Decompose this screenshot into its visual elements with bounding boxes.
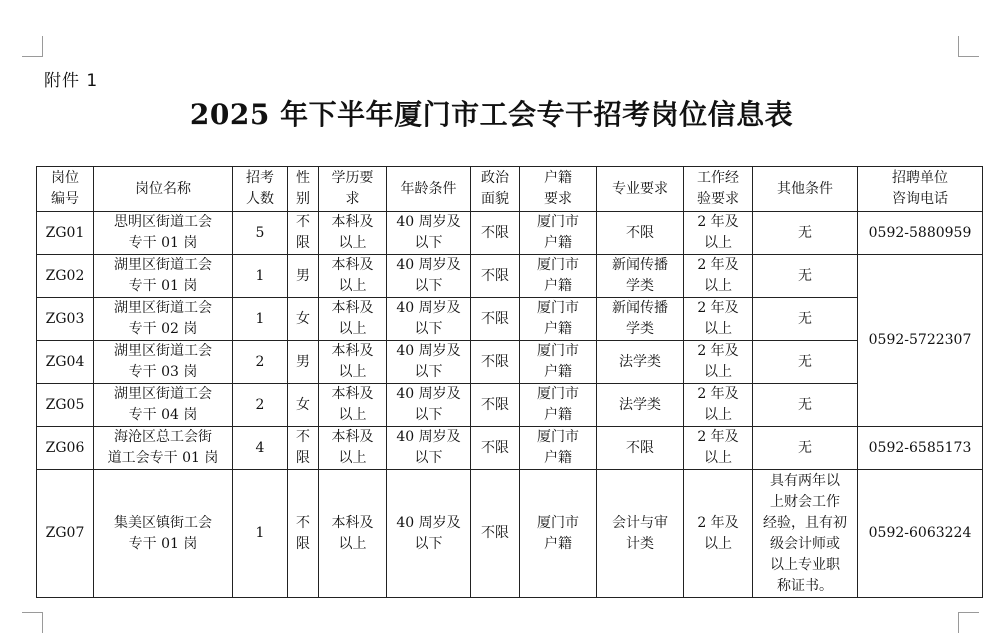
crop-mark-top-left: [22, 36, 43, 57]
cell-education: 本科及 以上: [319, 427, 387, 470]
attachment-label: 附件 1: [44, 71, 99, 91]
table-row: [37, 470, 983, 598]
cell-experience: 2 年及 以上: [684, 470, 753, 598]
cell-phone: 0592-6585173: [858, 427, 983, 470]
cell-count: 4: [233, 427, 288, 470]
table-row: [37, 212, 983, 255]
cell-other: 无: [753, 298, 858, 341]
cell-age: 40 周岁及 以下: [387, 298, 471, 341]
cell-count: 2: [233, 384, 288, 427]
cell-phone: 0592-6063224: [858, 470, 983, 598]
cell-political: 不限: [471, 470, 520, 598]
cell-id: ZG06: [37, 427, 94, 470]
cell-count: 1: [233, 255, 288, 298]
crop-mark-bottom-right: [958, 612, 979, 633]
cell-name: 湖里区街道工会 专干 02 岗: [94, 298, 233, 341]
cell-experience: 2 年及 以上: [684, 255, 753, 298]
cell-hukou: 厦门市 户籍: [520, 384, 597, 427]
cell-gender: 不 限: [288, 470, 319, 598]
header-hukou: 户籍 要求: [520, 167, 597, 212]
cell-name: 海沧区总工会街 道工会专干 01 岗: [94, 427, 233, 470]
cell-hukou: 厦门市 户籍: [520, 470, 597, 598]
cell-political: 不限: [471, 427, 520, 470]
table-header-row: [37, 167, 983, 212]
crop-mark-top-right: [958, 36, 979, 57]
cell-age: 40 周岁及 以下: [387, 384, 471, 427]
cell-political: 不限: [471, 212, 520, 255]
cell-age: 40 周岁及 以下: [387, 255, 471, 298]
cell-count: 1: [233, 470, 288, 598]
cell-other: 无: [753, 384, 858, 427]
job-positions-table: [36, 166, 983, 598]
header-count: 招考 人数: [233, 167, 288, 212]
cell-name: 思明区街道工会 专干 01 岗: [94, 212, 233, 255]
cell-gender: 女: [288, 298, 319, 341]
cell-major: 新闻传播 学类: [597, 298, 684, 341]
cell-gender: 不 限: [288, 212, 319, 255]
cell-education: 本科及 以上: [319, 341, 387, 384]
cell-id: ZG04: [37, 341, 94, 384]
cell-experience: 2 年及 以上: [684, 384, 753, 427]
cell-other: 无: [753, 427, 858, 470]
cell-major: 法学类: [597, 384, 684, 427]
cell-id: ZG02: [37, 255, 94, 298]
cell-political: 不限: [471, 341, 520, 384]
cell-name: 湖里区街道工会 专干 04 岗: [94, 384, 233, 427]
cell-political: 不限: [471, 255, 520, 298]
cell-experience: 2 年及 以上: [684, 341, 753, 384]
cell-major: 不限: [597, 427, 684, 470]
header-position-id: 岗位 编号: [37, 167, 94, 212]
cell-age: 40 周岁及 以下: [387, 427, 471, 470]
cell-gender: 女: [288, 384, 319, 427]
cell-experience: 2 年及 以上: [684, 427, 753, 470]
table-row: [37, 255, 983, 298]
table-row: [37, 384, 983, 427]
cell-phone-merged: 0592-5722307: [858, 255, 983, 427]
cell-id: ZG05: [37, 384, 94, 427]
cell-id: ZG01: [37, 212, 94, 255]
cell-political: 不限: [471, 298, 520, 341]
cell-gender: 不 限: [288, 427, 319, 470]
cell-count: 1: [233, 298, 288, 341]
cell-hukou: 厦门市 户籍: [520, 427, 597, 470]
cell-major: 新闻传播 学类: [597, 255, 684, 298]
cell-other: 无: [753, 341, 858, 384]
cell-education: 本科及 以上: [319, 255, 387, 298]
cell-major: 法学类: [597, 341, 684, 384]
cell-count: 5: [233, 212, 288, 255]
cell-id: ZG03: [37, 298, 94, 341]
cell-id: ZG07: [37, 470, 94, 598]
cell-education: 本科及 以上: [319, 384, 387, 427]
cell-gender: 男: [288, 341, 319, 384]
cell-education: 本科及 以上: [319, 470, 387, 598]
table-row: [37, 298, 983, 341]
cell-experience: 2 年及 以上: [684, 212, 753, 255]
header-major: 专业要求: [597, 167, 684, 212]
header-other: 其他条件: [753, 167, 858, 212]
cell-hukou: 厦门市 户籍: [520, 255, 597, 298]
cell-political: 不限: [471, 384, 520, 427]
crop-mark-bottom-left: [22, 612, 43, 633]
cell-other: 无: [753, 212, 858, 255]
header-experience: 工作经 验要求: [684, 167, 753, 212]
cell-hukou: 厦门市 户籍: [520, 341, 597, 384]
table-row: [37, 341, 983, 384]
cell-other: 无: [753, 255, 858, 298]
cell-major: 会计与审 计类: [597, 470, 684, 598]
cell-name: 湖里区街道工会 专干 03 岗: [94, 341, 233, 384]
document-title: 2025 年下半年厦门市工会专干招考岗位信息表: [189, 98, 794, 131]
cell-count: 2: [233, 341, 288, 384]
cell-age: 40 周岁及 以下: [387, 470, 471, 598]
header-political: 政治 面貌: [471, 167, 520, 212]
cell-experience: 2 年及 以上: [684, 298, 753, 341]
cell-major: 不限: [597, 212, 684, 255]
header-education: 学历要 求: [319, 167, 387, 212]
header-phone: 招聘单位 咨询电话: [858, 167, 983, 212]
header-position-name: 岗位名称: [94, 167, 233, 212]
cell-name: 湖里区街道工会 专干 01 岗: [94, 255, 233, 298]
header-age: 年龄条件: [387, 167, 471, 212]
cell-age: 40 周岁及 以下: [387, 212, 471, 255]
cell-age: 40 周岁及 以下: [387, 341, 471, 384]
cell-education: 本科及 以上: [319, 212, 387, 255]
cell-hukou: 厦门市 户籍: [520, 298, 597, 341]
table-row: [37, 427, 983, 470]
cell-other: 具有两年以 上财会工作 经验，且有初 级会计师或 以上专业职 称证书。: [753, 470, 858, 598]
cell-gender: 男: [288, 255, 319, 298]
cell-hukou: 厦门市 户籍: [520, 212, 597, 255]
cell-phone: 0592-5880959: [858, 212, 983, 255]
header-gender: 性 别: [288, 167, 319, 212]
cell-education: 本科及 以上: [319, 298, 387, 341]
cell-name: 集美区镇街工会 专干 01 岗: [94, 470, 233, 598]
